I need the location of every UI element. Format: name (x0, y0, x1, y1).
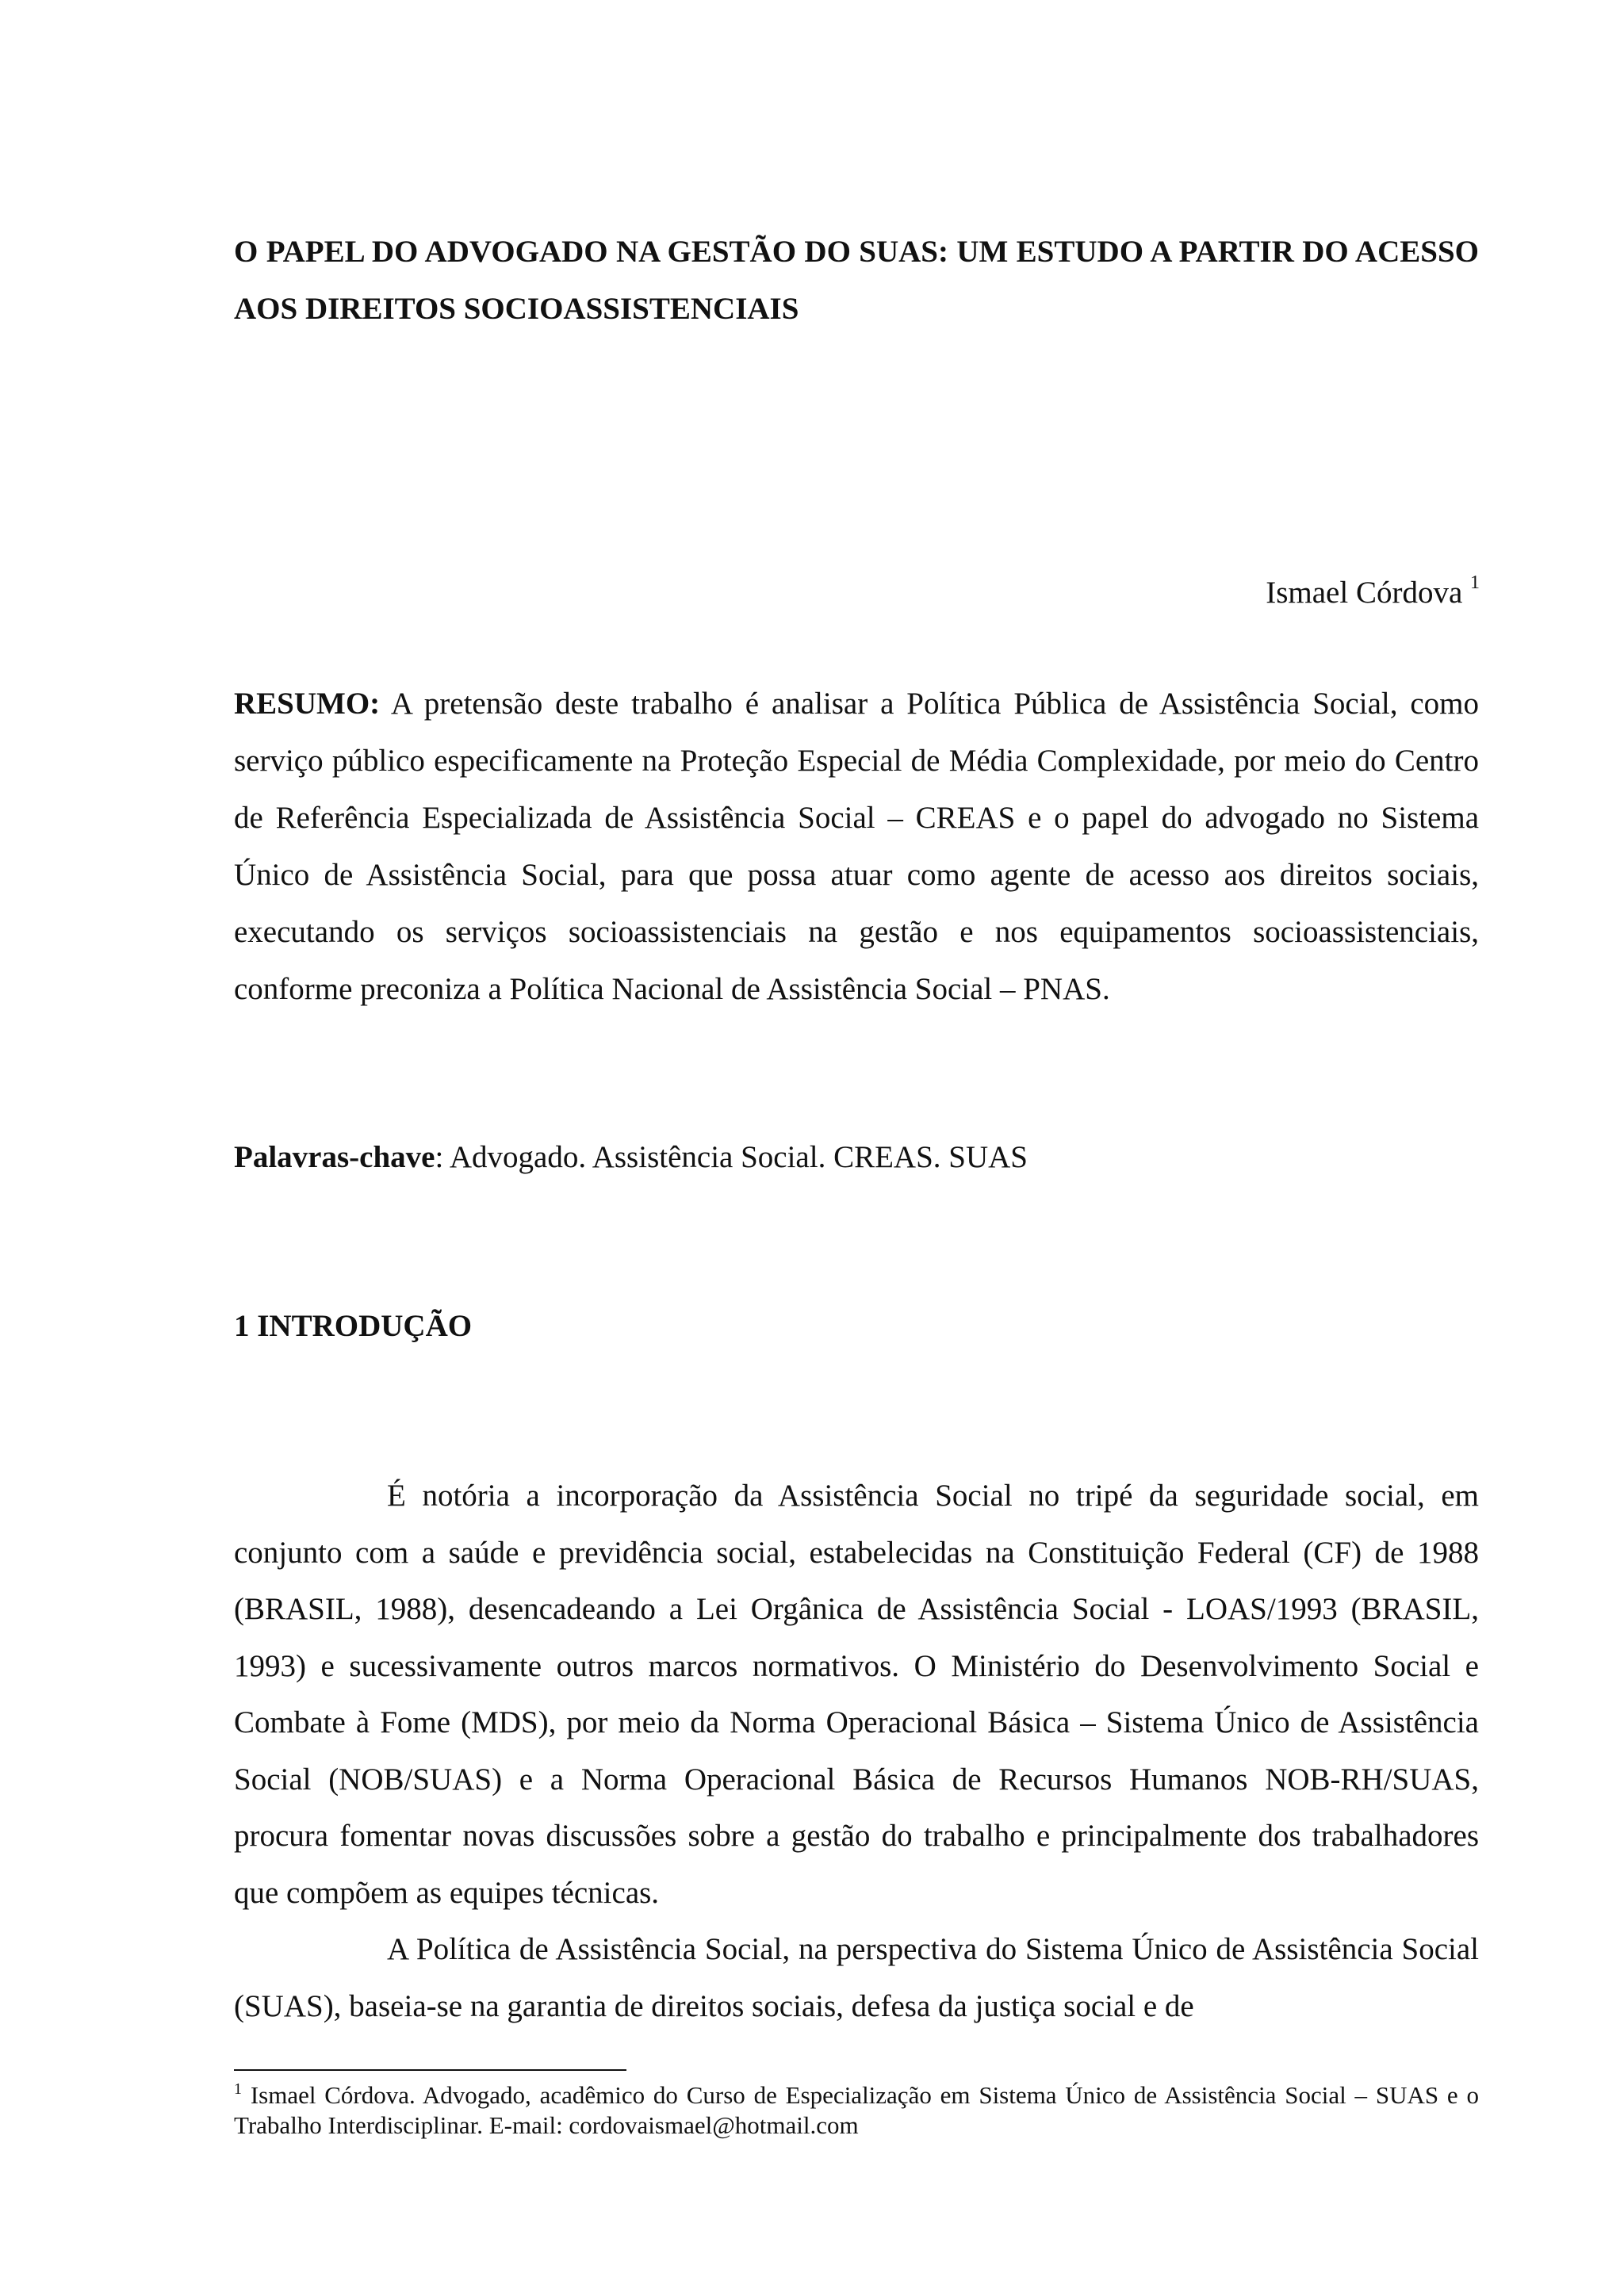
abstract-label: RESUMO: (234, 687, 381, 721)
body-text (234, 1468, 1479, 2034)
author-name: Ismael Córdova (1266, 576, 1463, 610)
paper-title: O PAPEL DO ADVOGADO NA GESTÃO DO SUAS: UM ESTUDO A PARTIR DO ACESSO AOS DIREITOS SOCIOASSISTENCIAIS (234, 235, 1479, 326)
body-paragraph: A Política de Assistência Social, na perspectiva do Sistema Único de Assistência Social (SUAS), baseia-se na garantia de direitos sociais, defesa da justiça social e de (234, 1932, 1479, 2023)
section-heading: 1 INTRODUÇÃO (234, 1309, 473, 1343)
keywords-text: : Advogado. Assistência Social. CREAS. SUAS (435, 1140, 1028, 1174)
footnote-text: Ismael Córdova. Advogado, acadêmico do Curso de Especialização em Sistema Único de Assistência Social – SUAS e o Trabalho Interdisciplinar. E-mail: cordovaismael@hotmail.com (234, 2081, 1479, 2139)
keywords-label: Palavras-chave (234, 1140, 435, 1174)
abstract-text: A pretensão deste trabalho é analisar a Política Pública de Assistência Social, como serviço público especificamente na Proteção Especial de Média Complexidade, por meio do Centro de Referência Especializada de Assistência Social – CREAS e o papel do advogado no Sistema Único de Assistência Social, para que possa atuar como agente de acesso aos direitos sociais, executando os serviços socioassistenciais na gestão e nos equipamentos socioassistenciais, conforme preconiza a Política Nacional de Assistência Social – PNAS. (234, 687, 1479, 1006)
keywords (234, 1129, 1479, 1186)
author-line (1266, 569, 1480, 617)
footnote-divider (234, 2069, 626, 2071)
abstract (234, 675, 1479, 1018)
footnote (234, 2080, 1479, 2141)
body-paragraph: É notória a incorporação da Assistência Social no tripé da seguridade social, em conjunto com a saúde e previdência social, estabelecidas na Constituição Federal (CF) de 1988 (BRASIL, 1988), desencadeando a Lei Orgânica de Assistência Social - LOAS/1993 (BRASIL, 1993) e sucessivamente outros marcos normativos. O Ministério do Desenvolvimento Social e Combate à Fome (MDS), por meio da Norma Operacional Básica – Sistema Único de Assistência Social (NOB/SUAS) e a Norma Operacional Básica de Recursos Humanos NOB-RH/SUAS, procura fomentar novas discussões sobre a gestão do trabalho e principalmente dos trabalhadores que compõem as equipes técnicas. (234, 1479, 1479, 1910)
footnote-number: 1 (234, 2080, 242, 2098)
author-footnote-ref: 1 (1470, 572, 1480, 593)
